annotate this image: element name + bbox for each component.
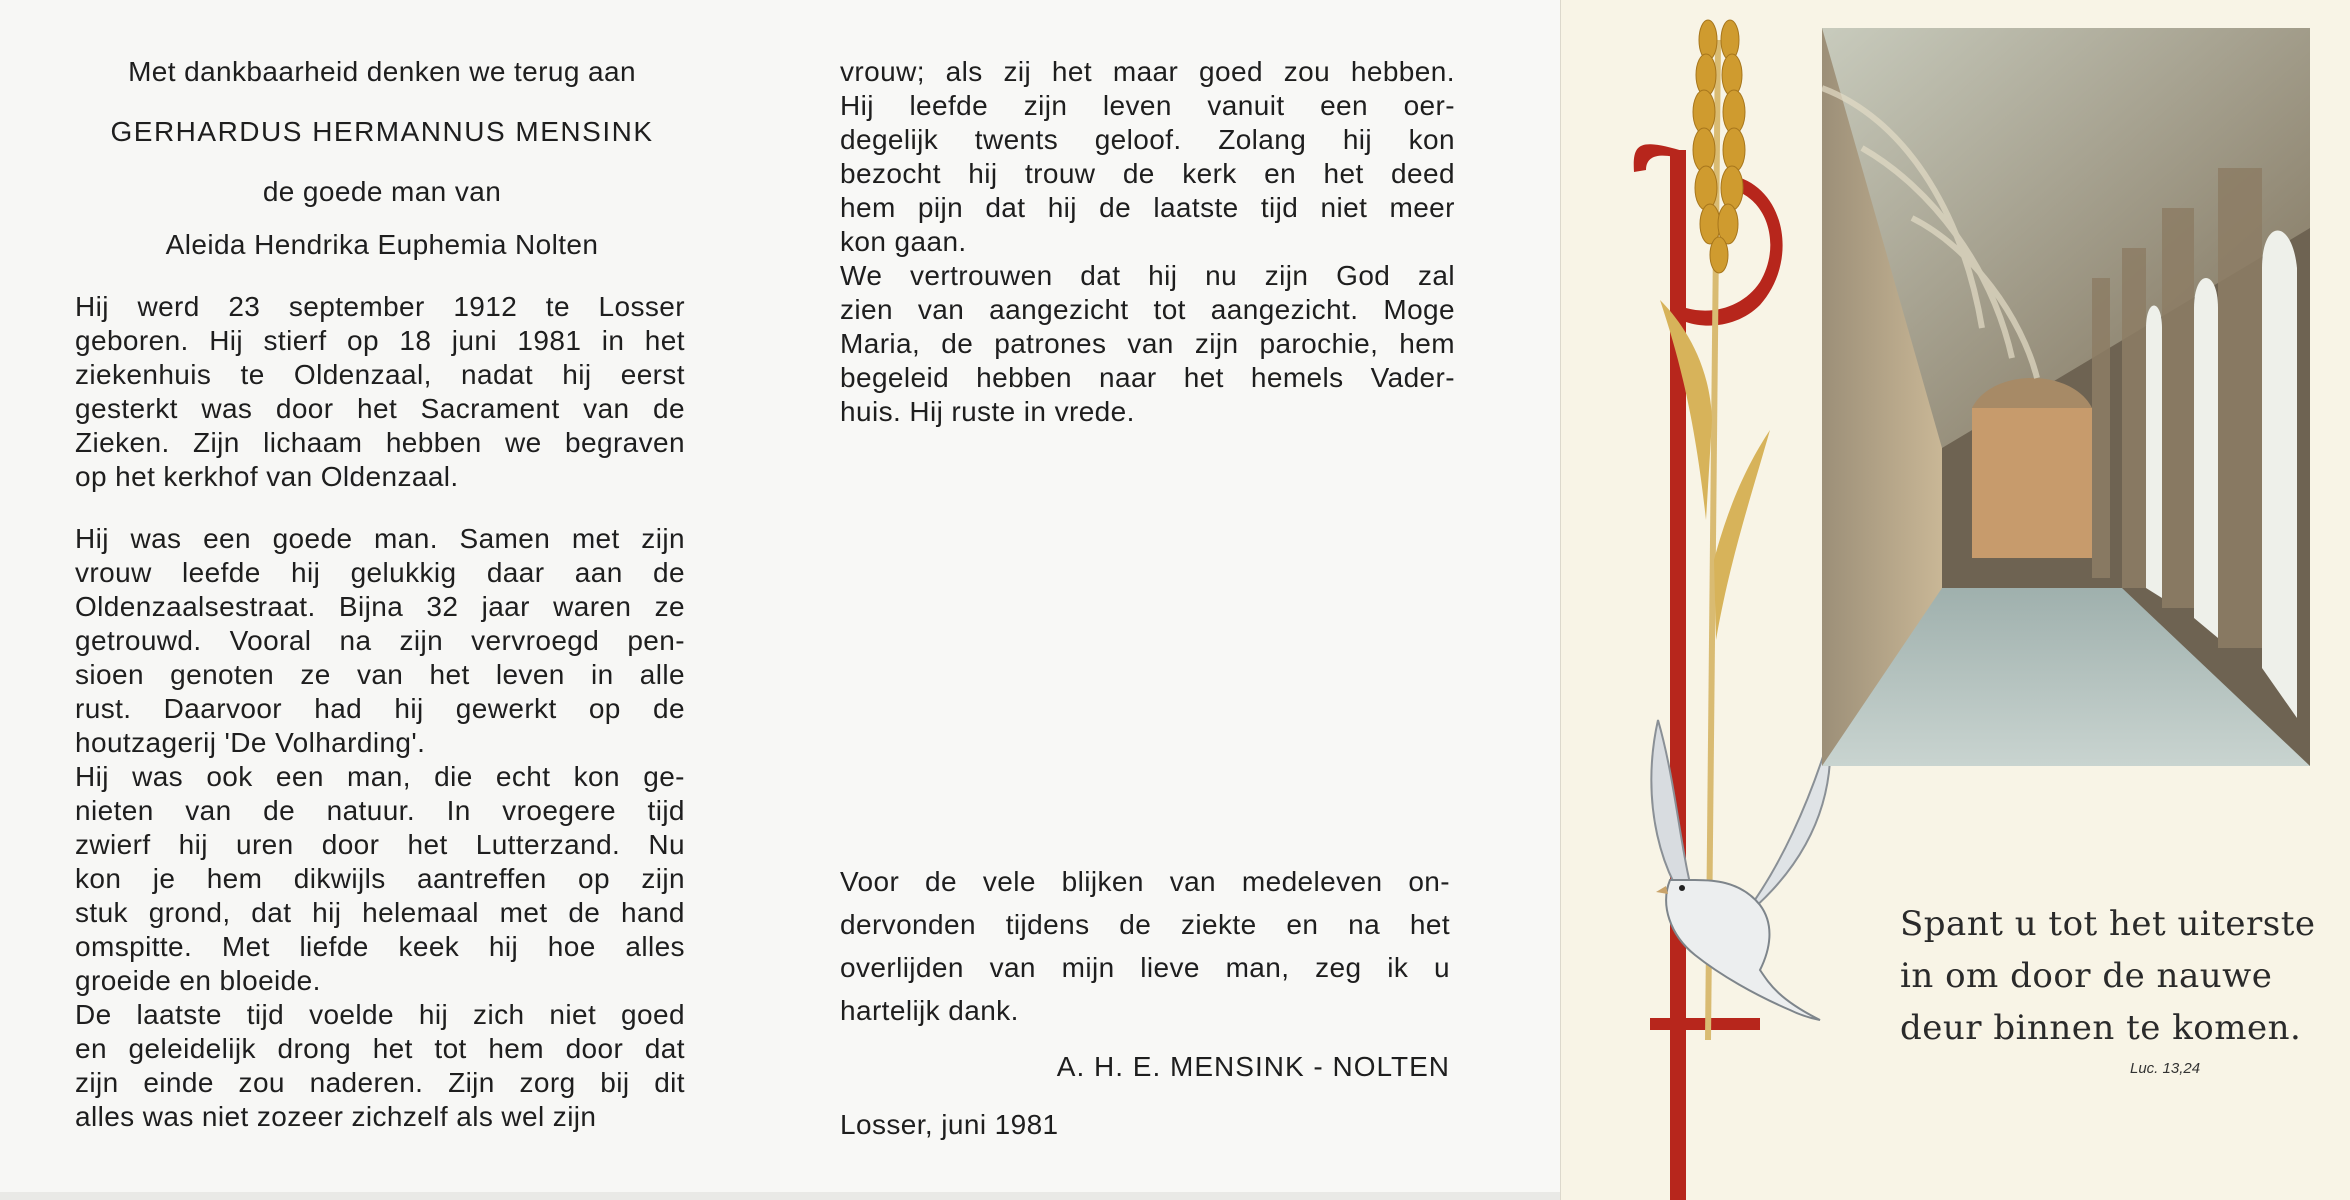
text-line: groeide en bloeide. (75, 965, 321, 996)
text-line: in om door de nauwe (1900, 956, 2273, 996)
text-line: omspitte. Met liefde keek hij hoe alles (75, 931, 685, 962)
text-line: hartelijk dank. (840, 995, 1019, 1026)
text-line: en geleidelijk drong het tot hem door dat (75, 1033, 685, 1064)
text-line: kon je hem dikwijls aantreffen op zijn (75, 863, 685, 894)
text-line: Zieken. Zijn lichaam hebben we begraven (75, 427, 685, 458)
text-line: Hij was een goede man. Samen met zijn (75, 523, 685, 554)
text-line: overlijden van mijn lieve man, zeg ik u (840, 952, 1450, 983)
text-line: rust. Daarvoor had hij gewerkt op de (75, 693, 685, 724)
text-line: zien van aangezicht tot aangezicht. Moge (840, 294, 1455, 325)
scripture-quote (1900, 898, 2316, 1054)
text-line: nieten van de natuur. In vroegere tijd (75, 795, 685, 826)
wheat-leaf-2 (1714, 430, 1770, 640)
text-line: Hij leefde zijn leven vanuit een oer- (840, 90, 1455, 121)
page-bottom-edge (0, 1192, 1560, 1200)
text-line: Voor de vele blijken van medeleven on- (840, 866, 1450, 897)
text-line: gesterkt was door het Sacrament van de (75, 393, 685, 424)
text-line: begeleid hebben naar het hemels Vader- (840, 362, 1455, 393)
text-line: getrouwd. Vooral na zijn vervroegd pen- (75, 625, 685, 656)
text-line: De laatste tijd voelde hij zich niet goed (75, 999, 685, 1030)
place-date: Losser, juni 1981 (840, 1109, 1059, 1140)
text-line: deur binnen te komen. (1900, 1008, 2302, 1048)
text-line: We vertrouwen dat hij nu zijn God zal (840, 260, 1455, 291)
text-line: Maria, de patrones van zijn parochie, hem (840, 328, 1455, 359)
text-line: geboren. Hij stierf op 18 juni 1981 in het (75, 325, 685, 356)
text-line: Oldenzaalsestraat. Bijna 32 jaar waren ze (75, 591, 685, 622)
text-line: zijn einde zou naderen. Zijn zorg bij dit (75, 1067, 685, 1098)
scripture-reference: Luc. 13,24 (2130, 1060, 2201, 1077)
cross-wheat-dove-illustration (1600, 0, 1840, 1200)
thanks-paragraph (840, 860, 1450, 1032)
text-line: stuk grond, dat hij helemaal met de hand (75, 897, 685, 928)
biography-paragraph-2 (75, 522, 685, 1134)
text-line: zwierf hij uren door het Lutterzand. Nu (75, 829, 685, 860)
cross-shaft (1670, 150, 1686, 1200)
cloister-arcade-photo (1822, 28, 2310, 766)
text-line: ziekenhuis te Oldenzaal, nadat hij eerst (75, 359, 685, 390)
text-line: kon gaan. (840, 226, 967, 257)
signature: A. H. E. MENSINK - NOLTEN (1056, 1051, 1450, 1082)
deceased-name: GERHARDUS HERMANNUS MENSINK (110, 116, 654, 147)
text-line: dervonden tijdens de ziekte en na het (840, 909, 1450, 940)
cross-foot-bar (1650, 1018, 1760, 1030)
text-line: Spant u tot het uiterste (1900, 904, 2316, 944)
intro-line: Met dankbaarheid denken we terug aan (128, 56, 636, 87)
text-line: sioen genoten ze van het leven in alle (75, 659, 685, 690)
biography-paragraph-3 (840, 55, 1455, 429)
text-line: alles was niet zozeer zichzelf als wel zijn (75, 1101, 597, 1132)
text-line: houtzagerij 'De Volharding'. (75, 727, 426, 758)
text-line: degelijk twents geloof. Zolang hij kon (840, 124, 1455, 155)
text-line: bezocht hij trouw de kerk en het deed (840, 158, 1455, 189)
text-line: Hij was ook een man, die echt kon ge- (75, 761, 685, 792)
text-line: huis. Hij ruste in vrede. (840, 396, 1135, 427)
text-line: Hij werd 23 september 1912 te Losser (75, 291, 685, 322)
text-line: op het kerkhof van Oldenzaal. (75, 461, 459, 492)
wife-name: Aleida Hendrika Euphemia Nolten (165, 229, 599, 260)
biography-paragraph-1 (75, 290, 685, 494)
text-line: vrouw; als zij het maar goed zou hebben. (840, 56, 1455, 87)
text-line: vrouw leefde hij gelukkig daar aan de (75, 557, 685, 588)
wife-label: de goede man van (262, 176, 502, 207)
text-line: hem pijn dat hij de laatste tijd niet meer (840, 192, 1455, 223)
